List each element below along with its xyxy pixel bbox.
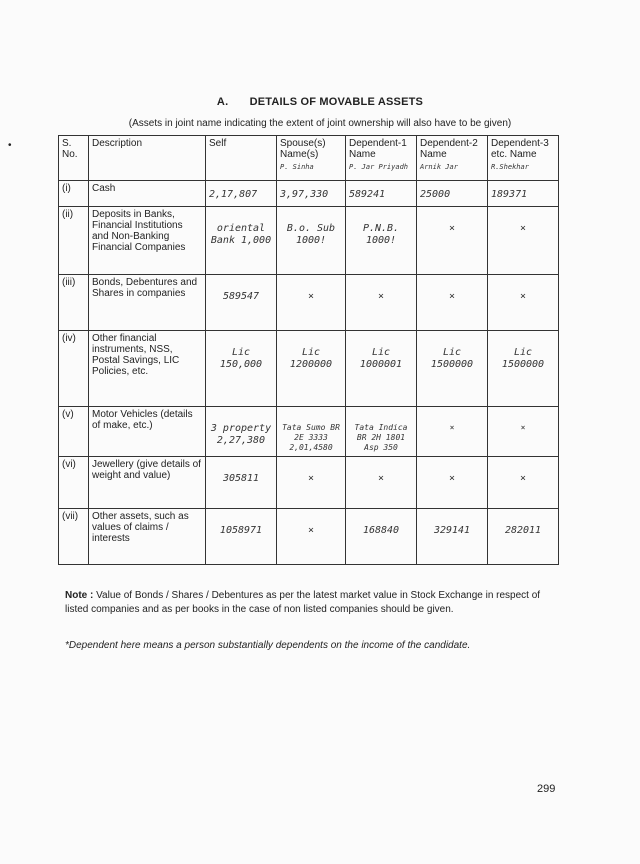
handwritten-entry: 2,17,807 xyxy=(209,189,258,200)
handwritten-entry: 329141 xyxy=(433,525,471,536)
row-description xyxy=(89,181,206,207)
note-text: Value of Bonds / Shares / Debentures as per the latest market value in Stock Exchange in respect of listed companies and as per books in the case of non listed companies should be given. xyxy=(65,590,541,615)
table-row xyxy=(59,407,559,457)
handwritten-entry: Tata Sumo BR 2E 3333 2,01,4580 xyxy=(282,423,340,452)
page-number: 299 xyxy=(537,783,556,795)
row-self-value xyxy=(206,207,277,275)
row-dep1-value xyxy=(346,331,417,407)
asset-description: Bonds, Debentures and Shares in companies xyxy=(92,277,198,299)
handwritten-entry: 168840 xyxy=(362,525,400,536)
row-dep3-value xyxy=(488,407,559,457)
row-description xyxy=(89,207,206,275)
row-sno xyxy=(59,407,89,457)
table-row xyxy=(59,181,559,207)
margin-mark: • xyxy=(8,140,12,151)
asset-description: Motor Vehicles (details of make, etc.) xyxy=(92,409,193,431)
row-spouse-value xyxy=(277,207,346,275)
handwritten-entry: 3,97,330 xyxy=(280,189,329,200)
row-sno xyxy=(59,275,89,331)
handwritten-entry: 25000 xyxy=(420,189,451,200)
row-description xyxy=(89,457,206,509)
header-sno: S. No. xyxy=(59,136,89,181)
header-dependent-3: Dependent-3 etc. Name R.Shekhar xyxy=(488,136,559,181)
handwritten-entry: × xyxy=(307,473,315,484)
handwritten-entry: × xyxy=(448,291,456,302)
handwritten-entry: 189371 xyxy=(491,189,528,200)
handwritten-entry: Lic 1000001 xyxy=(359,347,403,370)
handwritten-entry: 589547 xyxy=(222,291,260,302)
row-self-value xyxy=(206,331,277,407)
note xyxy=(65,589,560,617)
handwritten-entry: × xyxy=(377,473,385,484)
table-row xyxy=(59,509,559,565)
row-dep2-value xyxy=(417,207,488,275)
row-description xyxy=(89,275,206,331)
row-dep2-value xyxy=(417,275,488,331)
row-dep3-value xyxy=(488,331,559,407)
serial-number: (ii) xyxy=(62,209,74,220)
row-dep2-value xyxy=(417,457,488,509)
header-spouse-handwriting: P. Sinha xyxy=(280,163,314,171)
handwritten-entry: × xyxy=(448,473,456,484)
row-sno xyxy=(59,331,89,407)
page-subheading: (Assets in joint name indicating the extent of joint ownership will also have to be given) xyxy=(128,118,512,129)
row-spouse-value xyxy=(277,181,346,207)
handwritten-entry: Lic 150,000 xyxy=(219,347,263,370)
header-dependent-1: Dependent-1 Name P. Jar Priyadh xyxy=(346,136,417,181)
handwritten-entry: × xyxy=(448,223,456,234)
handwritten-entry: 282011 xyxy=(504,525,542,536)
serial-number: (i) xyxy=(62,183,71,194)
footnote: *Dependent here means a person substantially dependents on the income of the candidate. xyxy=(65,640,471,651)
asset-description: Deposits in Banks, Financial Institutions and Non-Banking Financial Companies xyxy=(92,209,186,253)
row-dep3-value xyxy=(488,457,559,509)
row-spouse-value xyxy=(277,331,346,407)
handwritten-entry: Tata Indica BR 2H 1801 Asp 350 xyxy=(354,423,408,452)
row-self-value xyxy=(206,407,277,457)
row-spouse-value xyxy=(277,407,346,457)
header-spouse: Spouse(s) Name(s) P. Sinha xyxy=(277,136,346,181)
header-dep2-handwriting: Arnik Jar xyxy=(420,163,458,171)
row-spouse-value xyxy=(277,275,346,331)
row-dep2-value xyxy=(417,331,488,407)
page-heading xyxy=(0,96,640,108)
row-description xyxy=(89,407,206,457)
row-dep3-value xyxy=(488,181,559,207)
handwritten-entry: 589241 xyxy=(349,189,386,200)
row-dep1-value xyxy=(346,275,417,331)
handwritten-entry: × xyxy=(377,291,385,302)
handwritten-entry: Lic 1500000 xyxy=(430,347,474,370)
asset-description: Other financial instruments, NSS, Postal Savings, LIC Policies, etc. xyxy=(92,333,180,377)
row-sno xyxy=(59,207,89,275)
handwritten-entry: × xyxy=(307,525,315,536)
handwritten-entry: oriental Bank 1,000 xyxy=(210,223,272,246)
handwritten-entry: × xyxy=(520,423,526,432)
handwritten-entry: × xyxy=(449,423,455,432)
table-row xyxy=(59,457,559,509)
handwritten-entry: 305811 xyxy=(222,473,260,484)
row-self-value xyxy=(206,275,277,331)
asset-description: Cash xyxy=(92,183,116,194)
row-dep3-value xyxy=(488,275,559,331)
serial-number: (iv) xyxy=(62,333,76,344)
row-self-value xyxy=(206,457,277,509)
handwritten-entry: × xyxy=(519,291,527,302)
row-description xyxy=(89,331,206,407)
heading-title: DETAILS OF MOVABLE ASSETS xyxy=(249,96,424,108)
row-dep1-value xyxy=(346,457,417,509)
handwritten-entry: × xyxy=(519,223,527,234)
row-spouse-value xyxy=(277,457,346,509)
table-header-row xyxy=(59,136,559,181)
handwritten-entry: 3 property 2,27,380 xyxy=(210,423,272,446)
row-dep3-value xyxy=(488,509,559,565)
asset-description: Jewellery (give details of weight and value) xyxy=(92,459,201,481)
row-dep1-value xyxy=(346,207,417,275)
handwritten-entry: Lic 1200000 xyxy=(289,347,333,370)
serial-number: (vii) xyxy=(62,511,79,522)
row-dep2-value xyxy=(417,509,488,565)
heading-letter: A. xyxy=(216,96,229,108)
handwritten-entry: 1058971 xyxy=(219,525,263,536)
row-self-value xyxy=(206,509,277,565)
handwritten-entry: Lic 1500000 xyxy=(501,347,545,370)
row-dep1-value xyxy=(346,181,417,207)
row-sno xyxy=(59,457,89,509)
row-dep2-value xyxy=(417,181,488,207)
row-sno xyxy=(59,181,89,207)
table-row xyxy=(59,275,559,331)
serial-number: (iii) xyxy=(62,277,76,288)
header-dependent-2: Dependent-2 Name Arnik Jar xyxy=(417,136,488,181)
note-label: Note : xyxy=(65,590,94,601)
header-dep1-handwriting: P. Jar Priyadh xyxy=(349,163,409,171)
table-row xyxy=(59,331,559,407)
handwritten-entry: × xyxy=(307,291,315,302)
row-dep1-value xyxy=(346,407,417,457)
row-description xyxy=(89,509,206,565)
row-dep3-value xyxy=(488,207,559,275)
serial-number: (vi) xyxy=(62,459,76,470)
handwritten-entry: B.o. Sub 1000! xyxy=(286,223,336,246)
header-dep3-handwriting: R.Shekhar xyxy=(491,163,529,171)
handwritten-entry: × xyxy=(519,473,527,484)
table-row xyxy=(59,207,559,275)
row-sno xyxy=(59,509,89,565)
row-dep1-value xyxy=(346,509,417,565)
asset-description: Other assets, such as values of claims / interests xyxy=(92,511,189,544)
header-description: Description xyxy=(89,136,206,181)
row-dep2-value xyxy=(417,407,488,457)
serial-number: (v) xyxy=(62,409,74,420)
handwritten-entry: P.N.B. 1000! xyxy=(362,223,400,246)
header-self: Self xyxy=(206,136,277,181)
row-self-value xyxy=(206,181,277,207)
row-spouse-value xyxy=(277,509,346,565)
movable-assets-table xyxy=(58,135,559,565)
